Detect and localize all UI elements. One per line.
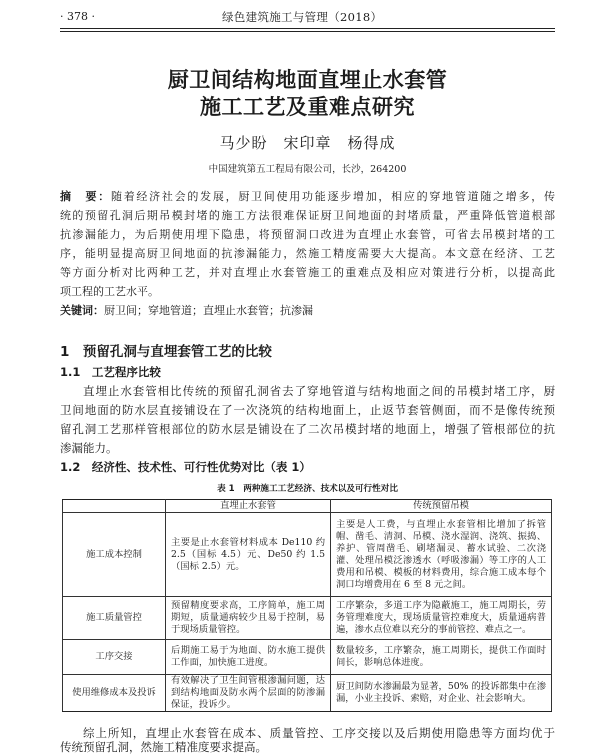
header-rule-thin <box>60 31 555 32</box>
cell-direct: 主要是止水套管材料成本 De110 约 2.5（国标 4.5）元、De50 约 1.5（国标 2.5）元。 <box>166 513 331 597</box>
abstract-line <box>60 187 555 206</box>
header-rule <box>60 28 555 29</box>
section-heading: 1 预留孔洞与直埋套管工艺的比较 <box>60 344 272 360</box>
paragraph-line: 直埋止水套管相比传统的预留孔洞省去了穿地管道与结构地面之间的吊模封堵工序，厨 <box>83 384 555 398</box>
row-item: 使用维修成本及投诉 <box>63 675 166 712</box>
keywords-text: 厨卫间；穿地管道；直埋止水套管；抗渗漏 <box>104 304 313 317</box>
table-row <box>63 513 552 597</box>
cell-direct: 预留精度要求高，工序简单，施工周期短，质量通病较少且易于控制，易于现场质量管控。 <box>166 597 331 640</box>
abstract <box>60 187 555 320</box>
table-header-row <box>63 500 552 513</box>
conclusion-paragraph <box>60 726 555 754</box>
paragraph-line: 渗漏能力。 <box>60 441 118 455</box>
journal-title: 绿色建筑施工与管理（2018） <box>222 10 383 24</box>
cell-traditional: 主要是人工费，与直埋止水套管相比增加了拆管帽、凿毛、清洞、吊模、浇水湿润、浇筑、振捣、养护、管周凿毛、刷堵漏灵、蓄水试验、二次浇灌、处理吊模泛渗透水（呼吸渗漏）等工序的人工费用和吊模、模板的材料费用，综合施工成本每个洞口均增费用在 6 至 8 元之间。 <box>331 513 552 597</box>
table-row <box>63 640 552 675</box>
table-header-traditional: 传统预留吊模 <box>331 500 552 513</box>
paragraph-line: 综上所知，直埋止水套管在成本、质量管控、工序交接以及后期使用隐患等方面均优于 <box>83 726 555 740</box>
table-caption: 表 1 两种施工工艺经济、技术以及可行性对比 <box>217 484 398 494</box>
table-row <box>63 597 552 640</box>
author-list: 马少盼 宋印章 杨得成 <box>219 134 396 152</box>
keywords-label: 关键词： <box>60 304 104 317</box>
cell-traditional: 厨卫间防水渗漏最为显著，50% 的投诉都集中在渗漏，小业主投诉、索赔，对企业、社会影响大。 <box>331 675 552 712</box>
abstract-line: 序，能明显提高厨卫间地面的抗渗漏能力，然施工精度需要大大提高。本文意在经济、工艺 <box>60 247 555 260</box>
page-number: · 378 · <box>60 10 95 23</box>
affiliation: 中国建筑第五工程局有限公司，长沙，264200 <box>208 164 407 175</box>
row-item: 施工成本控制 <box>63 513 166 597</box>
subsection-heading: 1.2 经济性、技术性、可行性优势对比（表 1） <box>60 460 311 474</box>
table-header-blank <box>63 500 166 513</box>
cell-direct: 后期施工易于为地面、防水施工提供工作面，加快施工进度。 <box>166 640 331 675</box>
keywords <box>60 301 555 320</box>
paragraph-line: 留孔洞工艺那样管根部位的防水层是铺设在了二次吊模封堵的地面上，增强了管根部位的抗 <box>60 422 555 436</box>
subsection-heading: 1.1 工艺程序比较 <box>60 365 161 379</box>
cell-direct: 有效解决了卫生间管根渗漏问题，达到结构地面及防水两个层面的防渗漏保证，投诉少。 <box>166 675 331 712</box>
cell-traditional: 数量较多，工序繁杂，施工周期长，提供工作面时间长，影响总体进度。 <box>331 640 552 675</box>
abstract-label: 摘 要： <box>60 190 111 203</box>
paragraph-line: 卫间地面的防水层直接铺设在了一次浇筑的结构地面上，止返节套管侧面，而不是像传统预 <box>60 403 555 417</box>
abstract-text: 随着经济社会的发展，厨卫间使用功能逐步增加，相应的穿地管道随之增多，传 <box>110 190 556 203</box>
table-header-direct: 直埋止水套管 <box>166 500 331 513</box>
cell-traditional: 工序繁杂，多道工序为隐蔽施工，施工周期长，劳务管理难度大，现场质量管控难度大，质量通病普遍，渗水点位难以充分的事前管控、难点之一。 <box>331 597 552 640</box>
row-item: 施工质量管控 <box>63 597 166 640</box>
paragraph-line: 传统预留孔洞，然施工精准度要求提高。 <box>60 740 267 754</box>
abstract-line: 抗渗漏能力，为后期使用埋下隐患，将预留洞口改进为直埋止水套管，可省去吊模封堵的工 <box>60 228 555 241</box>
paper-title-line-1: 厨卫间结构地面直埋止水套管 <box>167 67 448 92</box>
table-row <box>63 675 552 712</box>
comparison-table <box>62 499 552 712</box>
paper-title-line-2: 施工工艺及重难点研究 <box>200 94 415 119</box>
abstract-line: 等方面分析对比两种工艺，并对直埋止水套管施工的重难点及相应对策进行分析，以提高此 <box>60 266 555 279</box>
body-paragraph <box>60 382 555 458</box>
row-item: 工序交接 <box>63 640 166 675</box>
abstract-line: 项工程的工艺水平。 <box>60 285 159 298</box>
abstract-line: 统的预留孔洞后期吊模封堵的施工方法很难保证厨卫间地面的封堵质量，严重降低管道根部 <box>60 209 555 222</box>
